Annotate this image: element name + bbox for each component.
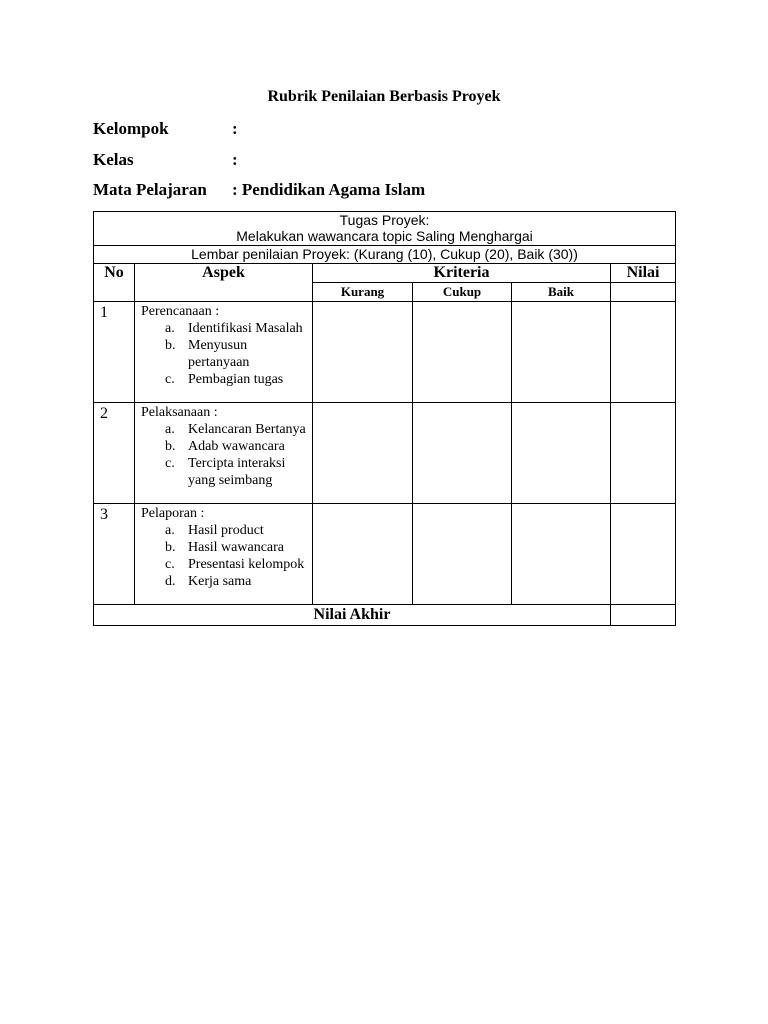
aspect-title: Perencanaan : [141,304,220,319]
score-cell [611,403,676,504]
baik-cell [512,302,611,403]
header-score: Nilai [611,264,676,283]
kurang-cell [313,403,413,504]
document-title: Rubrik Penilaian Berbasis Proyek [267,88,501,105]
field-value: Pendidikan Agama Islam [241,180,426,199]
item-text: Hasil wawancara [188,540,285,555]
field-label: Kelompok [93,119,169,138]
item-letter: c. [165,372,175,387]
final-score-label: Nilai Akhir [94,605,611,626]
aspect-items [141,522,312,590]
cukup-cell [413,302,512,403]
field-colon: : [232,180,238,199]
field-colon: : [232,150,238,169]
header-cukup: Cukup [413,283,512,302]
aspect-items [141,421,312,489]
cukup-cell [413,403,512,504]
header-kurang: Kurang [313,283,413,302]
header-baik: Baik [512,283,611,302]
aspect-cell [135,403,313,504]
scale-row [94,246,676,264]
list-item [165,573,312,590]
list-item [165,337,312,371]
field-kelompok [93,119,238,139]
field-label: Kelas [93,150,134,169]
row-number: 2 [94,403,135,504]
rubric-table [93,211,676,626]
score-cell [611,504,676,605]
list-item [165,371,312,388]
baik-cell [512,403,611,504]
task-title: Tugas Proyek: [339,212,430,228]
item-letter: b. [165,338,176,353]
item-text: Hasil product [188,523,264,538]
item-letter: c. [165,456,175,471]
kurang-cell [313,302,413,403]
list-item [165,421,312,438]
item-text: Presentasi kelompok [188,557,305,572]
list-item [165,320,312,337]
row-number: 1 [94,302,135,403]
item-letter: b. [165,540,176,555]
item-letter: c. [165,557,175,572]
item-text: Menyusun pertanyaan [188,338,250,370]
scale-cell: Lembar penilaian Proyek: (Kurang (10), Cukup (20), Baik (30)) [94,246,676,264]
field-kelas [93,150,238,170]
task-description: Melakukan wawancara topic Saling Menghargai [236,228,533,244]
table-row [94,504,676,605]
aspect-title: Pelaksanaan : [141,405,218,420]
header-criteria: Kriteria [313,264,611,283]
table-row [94,403,676,504]
final-score-row [94,605,676,626]
aspect-title: Pelaporan : [141,506,205,521]
field-label: Mata Pelajaran [93,180,207,199]
item-letter: b. [165,439,176,454]
field-colon: : [232,119,238,138]
row-number: 3 [94,504,135,605]
header-aspect: Aspek [135,264,313,302]
final-score-cell [611,605,676,626]
item-letter: a. [165,523,175,538]
header-no: No [94,264,135,302]
item-text: Adab wawancara [188,439,285,454]
item-letter: a. [165,422,175,437]
list-item [165,455,312,489]
item-text: Kerja sama [188,574,252,589]
aspect-cell [135,302,313,403]
list-item [165,556,312,573]
item-text: Kelancaran Bertanya [188,422,306,437]
item-letter: a. [165,321,175,336]
field-mata-pelajaran [93,180,425,200]
table-row [94,302,676,403]
aspect-items [141,320,312,388]
aspect-cell [135,504,313,605]
baik-cell [512,504,611,605]
task-cell [94,212,676,246]
header-row [94,264,676,283]
list-item [165,438,312,455]
cukup-cell [413,504,512,605]
task-row [94,212,676,246]
item-text: Pembagian tugas [188,372,284,387]
score-blank-cell [611,283,676,302]
list-item [165,522,312,539]
item-letter: d. [165,574,176,589]
kurang-cell [313,504,413,605]
item-text: Tercipta interaksi yang seimbang [188,456,286,488]
list-item [165,539,312,556]
score-cell [611,302,676,403]
item-text: Identifikasi Masalah [188,321,303,336]
